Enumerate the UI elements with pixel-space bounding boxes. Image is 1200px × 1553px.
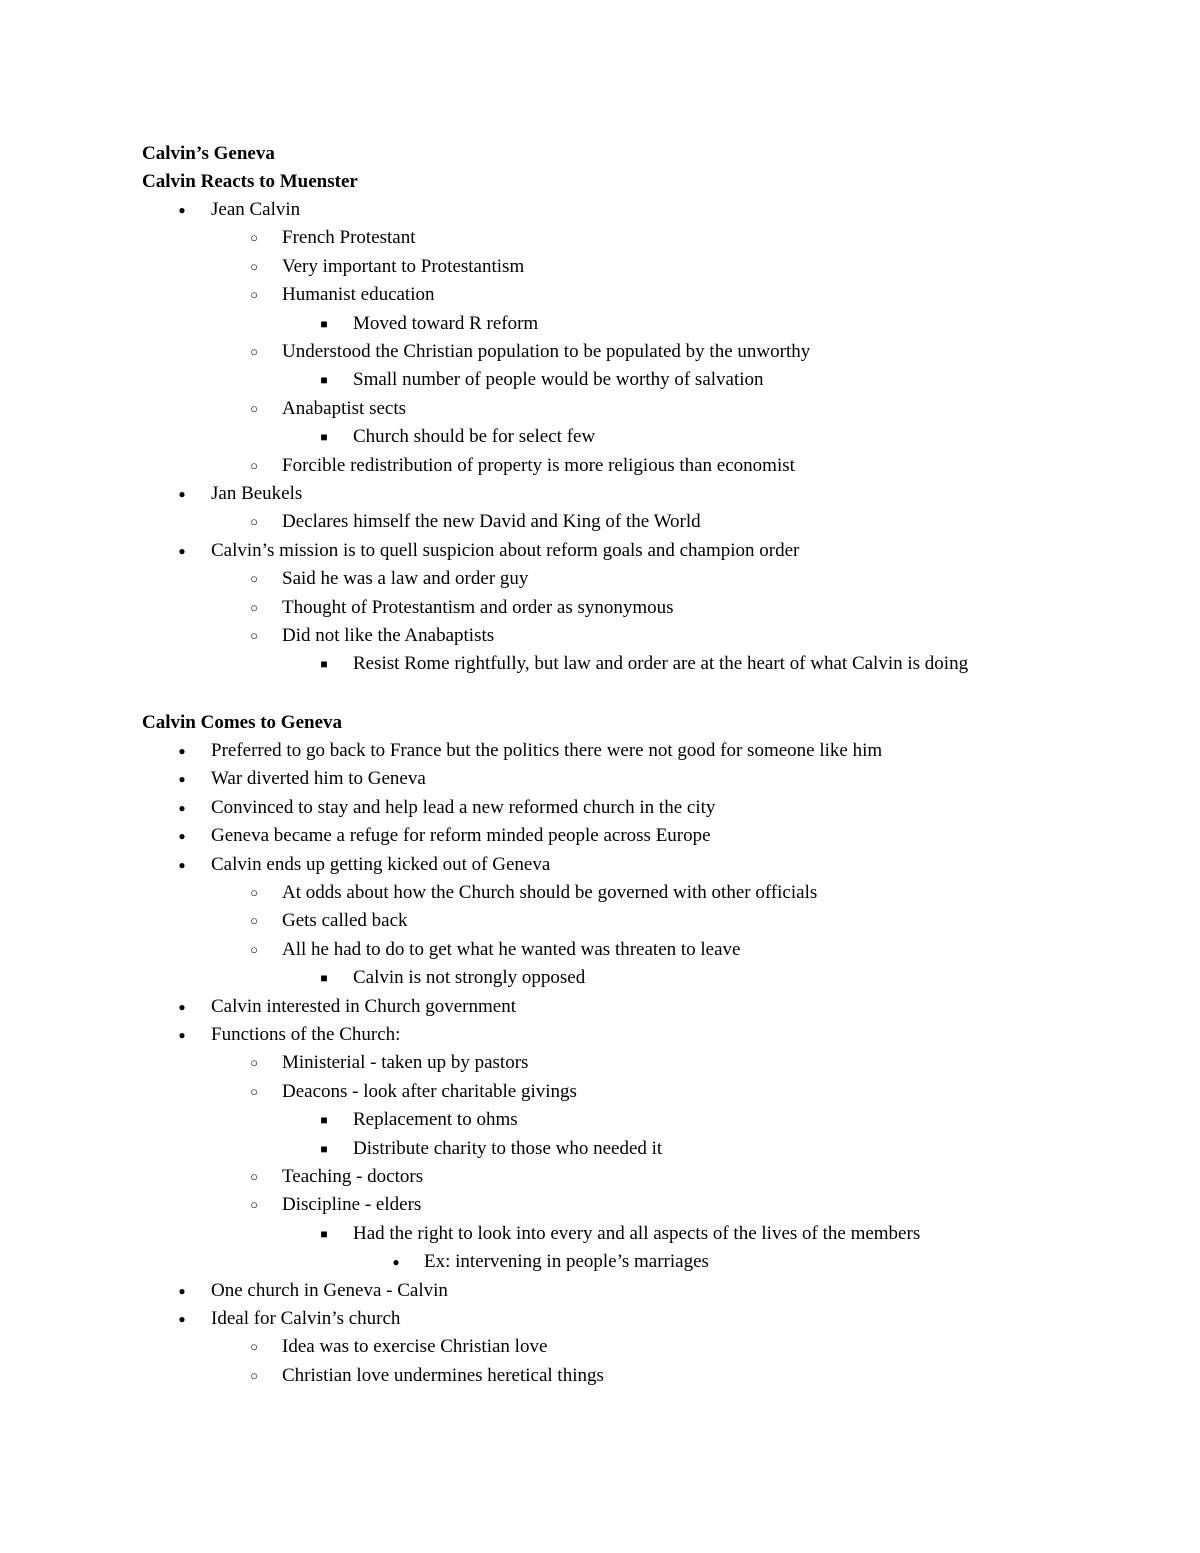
bullet-marker-level-2: ○ [250,514,258,530]
list-item: Geneva became a refuge for reform minded people across Europe [211,825,711,847]
section-heading: Calvin Reacts to Muenster [142,171,358,192]
list-item: Discipline - elders [282,1194,422,1216]
bullet-marker-level-2: ○ [250,400,258,416]
list-item: Distribute charity to those who needed it [353,1137,663,1159]
bullet-marker-level-1: ● [178,1028,186,1042]
bullet-marker-level-1: ● [178,829,186,844]
bullet-marker-level-1: ● [178,543,186,558]
list-item: Convinced to stay and help lead a new reformed church in the city [211,796,716,818]
list-item: Very important to Protestantism [282,255,525,277]
document-title: Calvin’s Geneva [142,143,275,164]
list-item: Humanist education [282,284,435,306]
list-item: Jan Beukels [211,483,303,504]
list-item: One church in Geneva - Calvin [211,1279,448,1301]
bullet-marker-level-2: ○ [250,941,258,957]
bullet-marker-level-2: ○ [250,599,258,615]
bullet-marker-level-2: ○ [250,287,258,303]
bullet-marker-level-1: ● [178,203,186,217]
list-item: Ideal for Calvin’s church [211,1308,401,1329]
list-item: Idea was to exercise Christian love [282,1336,548,1358]
bullet-marker-level-2: ○ [250,1083,258,1099]
list-item: Ex: intervening in people’s marriages [424,1251,709,1273]
bullet-marker-level-1: ● [178,999,186,1014]
list-item: Deacons - look after charitable givings [282,1080,577,1102]
list-item: Moved toward R reform [353,312,539,334]
list-item: Replacement to ohms [353,1109,518,1131]
bullet-marker-level-3: ■ [320,1141,328,1156]
list-item: Teaching - doctors [282,1166,424,1187]
section-heading: Calvin Comes to Geneva [142,712,343,733]
bullet-marker-level-1: ● [178,744,186,758]
list-item: War diverted him to Geneva [211,768,426,790]
list-item: Christian love undermines heretical things [282,1364,604,1386]
bullet-marker-level-3: ■ [320,1226,328,1241]
list-item: Calvin is not strongly opposed [353,967,586,989]
list-item: Forcible redistribution of property is more religious than economist [282,454,795,476]
bullet-marker-level-2: ○ [250,628,258,643]
list-item: Declares himself the new David and King of the World [282,511,701,533]
list-item: Understood the Christian population to be populated by the unworthy [282,341,811,362]
bullet-marker-level-2: ○ [250,1197,258,1213]
bullet-marker-level-1: ● [178,857,186,872]
list-item: Resist Rome rightfully, but law and order are at the heart of what Calvin is doing [353,653,969,675]
list-item: Had the right to look into every and all aspects of the lives of the members [353,1222,921,1244]
list-item: Did not like the Anabaptists [282,625,495,646]
bullet-marker-level-3: ■ [320,373,328,388]
list-item: Anabaptist sects [282,397,407,419]
bullet-marker-level-1: ● [178,772,186,787]
bullet-marker-level-2: ○ [250,457,258,473]
bullet-marker-level-2: ○ [250,885,258,900]
list-item: Calvin interested in Church government [211,995,516,1017]
bullet-marker-level-3: ■ [320,1113,328,1128]
list-item: Preferred to go back to France but the politics there were not good for someone like him [211,740,883,761]
bullet-marker-level-1: ● [178,1312,186,1326]
bullet-marker-level-1: ● [178,1283,186,1298]
bullet-marker-level-2: ○ [250,1055,258,1071]
bullet-marker-level-2: ○ [250,344,258,359]
bullet-marker-level-3: ■ [320,316,328,331]
bullet-marker-level-2: ○ [250,1367,258,1383]
list-item: Calvin ends up getting kicked out of Geneva [211,853,551,875]
list-item: Jean Calvin [211,199,301,220]
bullet-marker-level-2: ○ [250,1339,258,1355]
list-item: Thought of Protestantism and order as synonymous [282,596,674,618]
list-item: At odds about how the Church should be governed with other officials [282,882,818,903]
list-item: Ministerial - taken up by pastors [282,1052,529,1074]
bullet-marker-level-3: ■ [320,430,328,445]
list-item: Calvin’s mission is to quell suspicion about reform goals and champion order [211,539,800,561]
bullet-marker-level-2: ○ [250,571,258,587]
bullet-marker-level-4: ● [392,1255,400,1270]
list-item: Church should be for select few [353,426,596,448]
bullet-marker-level-3: ■ [320,971,328,986]
bullet-marker-level-1: ● [178,487,186,501]
list-item: All he had to do to get what he wanted was threaten to leave [282,938,741,960]
list-item: French Protestant [282,227,416,249]
bullet-marker-level-2: ○ [250,913,258,929]
bullet-marker-level-1: ● [178,800,186,815]
list-item: Small number of people would be worthy of salvation [353,369,764,391]
list-item: Gets called back [282,910,408,932]
list-item: Said he was a law and order guy [282,568,529,590]
list-item: Functions of the Church: [211,1024,401,1045]
bullet-marker-level-2: ○ [250,1169,258,1184]
bullet-marker-level-3: ■ [320,657,328,672]
bullet-marker-level-2: ○ [250,230,258,246]
bullet-marker-level-2: ○ [250,258,258,274]
